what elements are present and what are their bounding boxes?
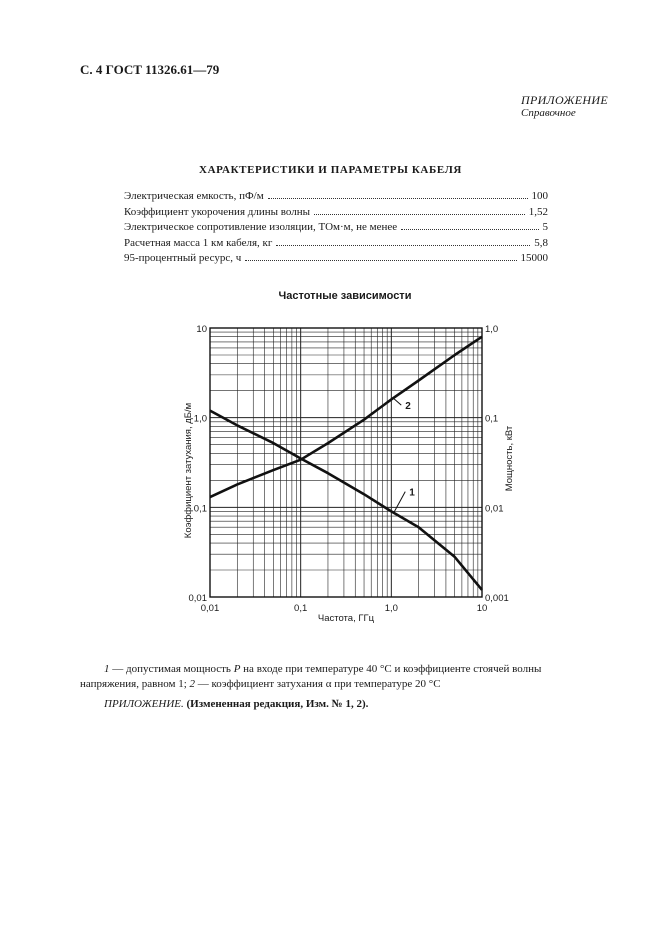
parameter-label: Коэффициент укорочения длины волны xyxy=(124,205,310,218)
series-2-label: 2 xyxy=(405,401,411,413)
frequency-chart xyxy=(0,300,661,640)
x-tick-label: 1,0 xyxy=(384,603,398,614)
y-left-tick-label: 1,0 xyxy=(193,413,207,425)
figure-note xyxy=(80,662,590,692)
x-tick-label: 0,1 xyxy=(294,603,308,614)
parameter-row xyxy=(124,206,548,222)
page-header: С. 4 ГОСТ 11326.61—79 xyxy=(80,62,220,77)
parameter-value: 15000 xyxy=(520,252,548,264)
note-symbol-p: P xyxy=(233,663,241,675)
x-axis-label: Частота, ГГц xyxy=(317,613,375,624)
plot-frame xyxy=(210,328,482,597)
parameter-label: Расчетная масса 1 км кабеля, кг xyxy=(124,236,273,249)
y-left-tick-label: 0,01 xyxy=(188,593,207,604)
chart-title: Частотные зависимости xyxy=(278,290,412,302)
note-text-2: на входе при температуре 40 °С и коэффициенте стоячей волны напряжения, равном 1; xyxy=(80,663,542,690)
note-text-1: — допустимая мощность xyxy=(109,663,234,675)
note-text-3: — коэффициент затухания α при температуре 20 °С xyxy=(195,678,441,690)
y-left-tick-label: 0,1 xyxy=(193,503,207,515)
leader-dots xyxy=(245,260,516,261)
parameter-label: 95-процентный ресурс, ч xyxy=(124,252,242,264)
parameter-value: 5 xyxy=(542,221,548,233)
parameter-value: 1,52 xyxy=(528,205,548,218)
series-1-label: 1 xyxy=(409,487,415,499)
note-number-1: 1 xyxy=(104,663,110,675)
annex-note-bold: (Измененная редакция, Изм. № 1, 2). xyxy=(183,698,369,710)
y-right-tick-label: 0,1 xyxy=(485,413,499,425)
annex-note-italic: ПРИЛОЖЕНИЕ. xyxy=(104,698,184,710)
parameter-row xyxy=(124,252,548,268)
y-right-axis-label: Мощность, кВт xyxy=(504,425,515,492)
x-tick-label: 0,01 xyxy=(200,603,220,614)
leader-dots xyxy=(276,245,530,246)
appendix-subtitle: Справочное xyxy=(521,107,576,119)
parameter-row xyxy=(124,237,548,253)
series-2-line xyxy=(210,337,482,497)
leader-dots xyxy=(401,229,538,230)
x-tick-label: 10 xyxy=(476,603,488,614)
parameter-label: Электрическое сопротивление изоляции, ТОм·м, не менее xyxy=(124,221,398,233)
y-left-tick-label: 10 xyxy=(196,324,207,335)
note-number-2: 2 xyxy=(189,678,196,690)
y-right-tick-label: 1,0 xyxy=(485,324,499,335)
series-1-leader xyxy=(393,492,405,514)
y-left-axis-label: Коэффициент затухания, дБ/м xyxy=(183,402,194,539)
y-right-tick-label: 0,001 xyxy=(485,593,509,604)
parameter-label: Электрическая емкость, пФ/м xyxy=(124,190,264,202)
parameter-value: 5,8 xyxy=(534,236,548,249)
appendix-title: ПРИЛОЖЕНИЕ xyxy=(521,93,608,107)
annex-note xyxy=(104,698,368,710)
parameter-value: 100 xyxy=(531,190,548,202)
section-title: ХАРАКТЕРИСТИКИ И ПАРАМЕТРЫ КАБЕЛЯ xyxy=(199,164,462,176)
y-right-tick-label: 0,01 xyxy=(485,503,504,515)
leader-dots xyxy=(268,198,528,199)
series-2-leader xyxy=(393,398,401,405)
parameter-row xyxy=(124,190,548,206)
parameters-list xyxy=(124,190,548,268)
leader-dots xyxy=(314,214,525,215)
parameter-row xyxy=(124,221,548,237)
